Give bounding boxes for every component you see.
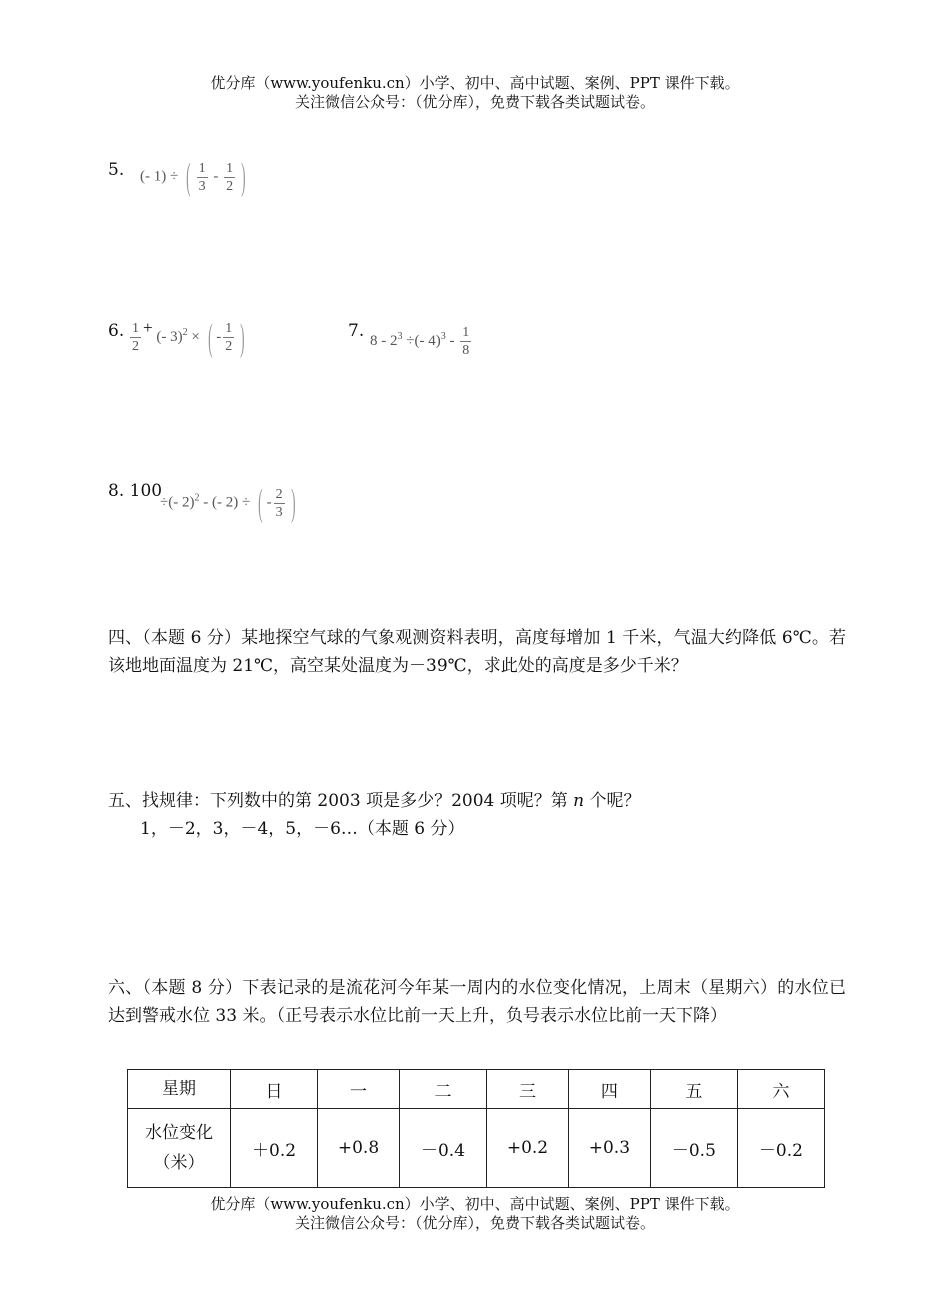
p5-divide: ÷ — [170, 168, 179, 185]
header-line-1: 优分库（www.youfenku.cn）小学、初中、高中试题、案例、PPT 课件下载。 — [210, 74, 740, 92]
p8-term-a: ÷(- 2) — [160, 494, 195, 511]
table-day-cell: 五 — [650, 1070, 737, 1109]
p7-exponent-2: 3 — [440, 330, 446, 342]
variable-n: n — [573, 791, 585, 811]
p5-fraction-2: $\frac{1}{2}$ — [226, 160, 234, 194]
p7-term-a: 8 - 2 — [370, 332, 398, 349]
table-day-cell: 四 — [568, 1070, 650, 1109]
p8-divide: ÷ — [241, 494, 251, 511]
problem-7-expression — [370, 324, 473, 359]
problem-8-label: 8. 100 — [108, 481, 163, 501]
p6-left-paren: ( — [207, 316, 213, 359]
table-day-cell: 日 — [231, 1070, 318, 1109]
problem-8-expression — [160, 484, 299, 522]
table-change-cell: +0.8 — [318, 1109, 400, 1188]
p8-right-paren: ) — [290, 482, 296, 524]
p7-exponent-1: 3 — [397, 330, 403, 342]
p8-left-paren: ( — [258, 482, 263, 524]
p6-fraction-2: $\frac{1}{2}$ — [225, 321, 233, 355]
table-row-changes — [128, 1109, 825, 1188]
p6-right-paren: ) — [240, 316, 245, 359]
p7-fraction: $\frac{1}{8}$ — [462, 325, 470, 358]
section-6-question: 六、（本题 8 分）下表记录的是流花河今年某一周内的水位变化情况，上周末（星期六）的水位已达到警戒水位 33 米。（正号表示水位比前一天上升，负号表示水位比前一天下降） — [108, 978, 846, 1026]
table-change-cell: －0.5 — [650, 1109, 737, 1188]
table-header-weekday: 星期 — [128, 1070, 231, 1109]
problem-5-expression — [140, 158, 250, 196]
p7-minus: - — [449, 332, 455, 349]
table-day-cell: 二 — [399, 1070, 486, 1109]
problem-5-label: 5. — [108, 160, 125, 180]
p8-exponent: 2 — [194, 492, 200, 504]
table-day-cell: 三 — [487, 1070, 569, 1109]
p6-exponent: 2 — [182, 327, 188, 338]
p6-fraction-1: $\frac{1}{2}$ — [132, 321, 139, 355]
table-change-cell: －0.4 — [399, 1109, 486, 1188]
p8-minus: - — [203, 494, 209, 511]
page-header — [0, 74, 950, 112]
table-day-cell: 一 — [318, 1070, 400, 1109]
table-change-cell: +0.2 — [487, 1109, 569, 1188]
section-5-question — [108, 787, 846, 843]
p6-plus: + — [143, 318, 153, 337]
p5-term-a: (- 1) — [140, 168, 167, 185]
p8-fraction: $\frac{2}{3}$ — [275, 486, 283, 520]
table-change-cell: －0.2 — [737, 1109, 824, 1188]
header-line-2: 关注微信公众号：（优分库），免费下载各类试题试卷。 — [294, 93, 655, 111]
p6-term-b: (- 3) — [156, 329, 183, 345]
section-4-question: 四、（本题 6 分）某地探空气球的气象观测资料表明，高度每增加 1 千米，气温大约降低 6℃。若该地地面温度为 21℃，高空某处温度为－39℃，求此处的高度是多少千米？ — [108, 628, 846, 676]
table-row-days — [128, 1070, 825, 1109]
p5-left-paren: ( — [186, 156, 191, 198]
table-change-cell: +0.3 — [568, 1109, 650, 1188]
section-5-sequence: 1，－2，3，－4，5，－6…（本题 6 分） — [140, 819, 465, 839]
page-footer — [0, 1195, 950, 1233]
p8-neg: - — [266, 494, 272, 511]
p6-neg: - — [216, 329, 222, 345]
section-5-line-1: 五、找规律：下列数中的第 2003 项是多少？2004 项呢？第 n 个呢？ — [108, 791, 641, 811]
problem-6-expression — [128, 318, 249, 357]
p5-minus: - — [213, 168, 219, 185]
p5-right-paren: ) — [241, 156, 246, 198]
problem-7-label: 7. — [348, 321, 365, 341]
p8-term-b: (- 2) — [211, 494, 239, 511]
footer-line-1: 优分库（www.youfenku.cn）小学、初中、高中试题、案例、PPT 课件下载。 — [210, 1195, 740, 1213]
footer-line-2: 关注微信公众号：（优分库），免费下载各类试题试卷。 — [294, 1214, 655, 1232]
table-day-cell: 六 — [737, 1070, 824, 1109]
p6-times: × — [191, 329, 200, 345]
p7-divide: ÷(- 4) — [406, 332, 441, 349]
table-change-cell: ＋0.2 — [231, 1109, 318, 1188]
table-header-change: 水位变化 （米） — [128, 1109, 231, 1188]
p5-fraction-1: $\frac{1}{3}$ — [198, 160, 206, 194]
problem-6-label: 6. — [108, 321, 125, 341]
water-level-table — [127, 1069, 825, 1188]
